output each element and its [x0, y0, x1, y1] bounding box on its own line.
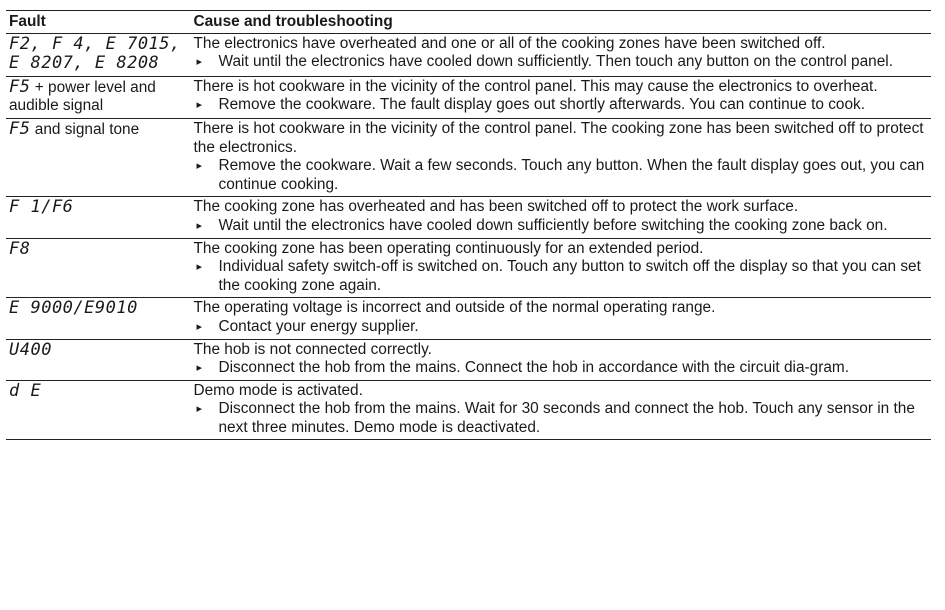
troubleshooting-step — [194, 157, 929, 194]
triangle-right-icon: ▸ — [196, 160, 203, 173]
triangle-right-icon: ▸ — [196, 320, 203, 333]
fault-code: F5 — [9, 118, 31, 139]
fault-cell — [6, 76, 190, 118]
troubleshooting-step — [194, 400, 929, 437]
cause-cell — [190, 76, 931, 118]
table-row — [6, 380, 931, 440]
table-row — [6, 76, 931, 118]
fault-code: F2, F 4, E 7015, E 8207, E 8208 — [9, 33, 181, 74]
cause-text: Demo mode is activated. — [193, 381, 363, 399]
cause-text: There is hot cookware in the vicinity of the control panel. The cooking zone has been switched off to protect the electronics. — [193, 119, 924, 156]
fault-code: d E — [9, 380, 42, 401]
troubleshooting-step — [194, 258, 929, 295]
cause-text: The hob is not connected correctly. — [193, 340, 432, 358]
fault-suffix: and signal tone — [30, 120, 140, 138]
fault-code: F5 — [9, 76, 31, 97]
cause-text: The electronics have overheated and one or all of the cooking zones have been switched off. — [193, 34, 826, 52]
triangle-right-icon: ▸ — [196, 403, 203, 416]
triangle-right-icon: ▸ — [196, 261, 203, 274]
troubleshooting-step — [194, 53, 929, 72]
step-text: Contact your energy supplier. — [218, 317, 419, 335]
fault-code: E 9000/E9010 — [9, 298, 138, 319]
troubleshooting-step — [194, 96, 929, 115]
fault-code: U400 — [9, 339, 52, 360]
header-cause: Cause and troubleshooting — [190, 11, 931, 34]
fault-cell — [6, 238, 190, 298]
troubleshooting-step — [194, 359, 929, 378]
table-row — [6, 339, 931, 380]
triangle-right-icon: ▸ — [196, 56, 203, 69]
step-text: Wait until the electronics have cooled down sufficiently before switching the cooking zone back on. — [218, 216, 888, 234]
triangle-right-icon: ▸ — [196, 362, 203, 375]
fault-troubleshooting-table — [6, 10, 931, 440]
fault-cell — [6, 118, 190, 196]
troubleshooting-step — [194, 318, 929, 337]
step-text: Disconnect the hob from the mains. Connect the hob in accordance with the circuit dia-gram. — [218, 359, 849, 377]
table-row — [6, 118, 931, 196]
cause-cell — [190, 298, 931, 339]
header-fault: Fault — [6, 11, 190, 34]
cause-cell — [190, 238, 931, 298]
step-text: Wait until the electronics have cooled down sufficiently. Then touch any button on the control panel. — [218, 53, 893, 71]
cause-text: The operating voltage is incorrect and outside of the normal operating range. — [193, 299, 716, 317]
cause-cell — [190, 197, 931, 238]
fault-suffix: + power level and audible signal — [9, 78, 156, 115]
table-header-row — [6, 11, 931, 34]
fault-cell — [6, 380, 190, 440]
fault-cell — [6, 339, 190, 380]
table-row — [6, 298, 931, 339]
triangle-right-icon: ▸ — [196, 99, 203, 112]
table-row — [6, 238, 931, 298]
step-text: Disconnect the hob from the mains. Wait for 30 seconds and connect the hob. Touch any sensor in the next three minutes. Demo mode is deactivated. — [218, 400, 915, 436]
cause-text: The cooking zone has been operating continuously for an extended period. — [193, 239, 704, 257]
step-text: Remove the cookware. The fault display goes out shortly afterwards. You can continue to cook. — [218, 96, 865, 114]
triangle-right-icon: ▸ — [196, 219, 203, 232]
cause-cell — [190, 118, 931, 196]
fault-code: F8 — [9, 238, 31, 259]
cause-text: The cooking zone has overheated and has been switched off to protect the work surface. — [193, 198, 799, 216]
troubleshooting-step — [194, 217, 929, 236]
fault-cell — [6, 197, 190, 238]
cause-cell — [190, 380, 931, 440]
table-row — [6, 197, 931, 238]
cause-cell — [190, 339, 931, 380]
step-text: Individual safety switch-off is switched on. Touch any button to switch off the display so that you can set the cooking zone again. — [218, 258, 921, 294]
fault-cell — [6, 33, 190, 76]
step-text: Remove the cookware. Wait a few seconds. Touch any button. When the fault display goes out, you can continue cooking. — [218, 157, 925, 193]
cause-cell — [190, 33, 931, 76]
fault-code: F 1/F6 — [9, 197, 74, 218]
fault-cell — [6, 298, 190, 339]
table-row — [6, 33, 931, 76]
cause-text: There is hot cookware in the vicinity of the control panel. This may cause the electronics to overheat. — [193, 77, 878, 95]
